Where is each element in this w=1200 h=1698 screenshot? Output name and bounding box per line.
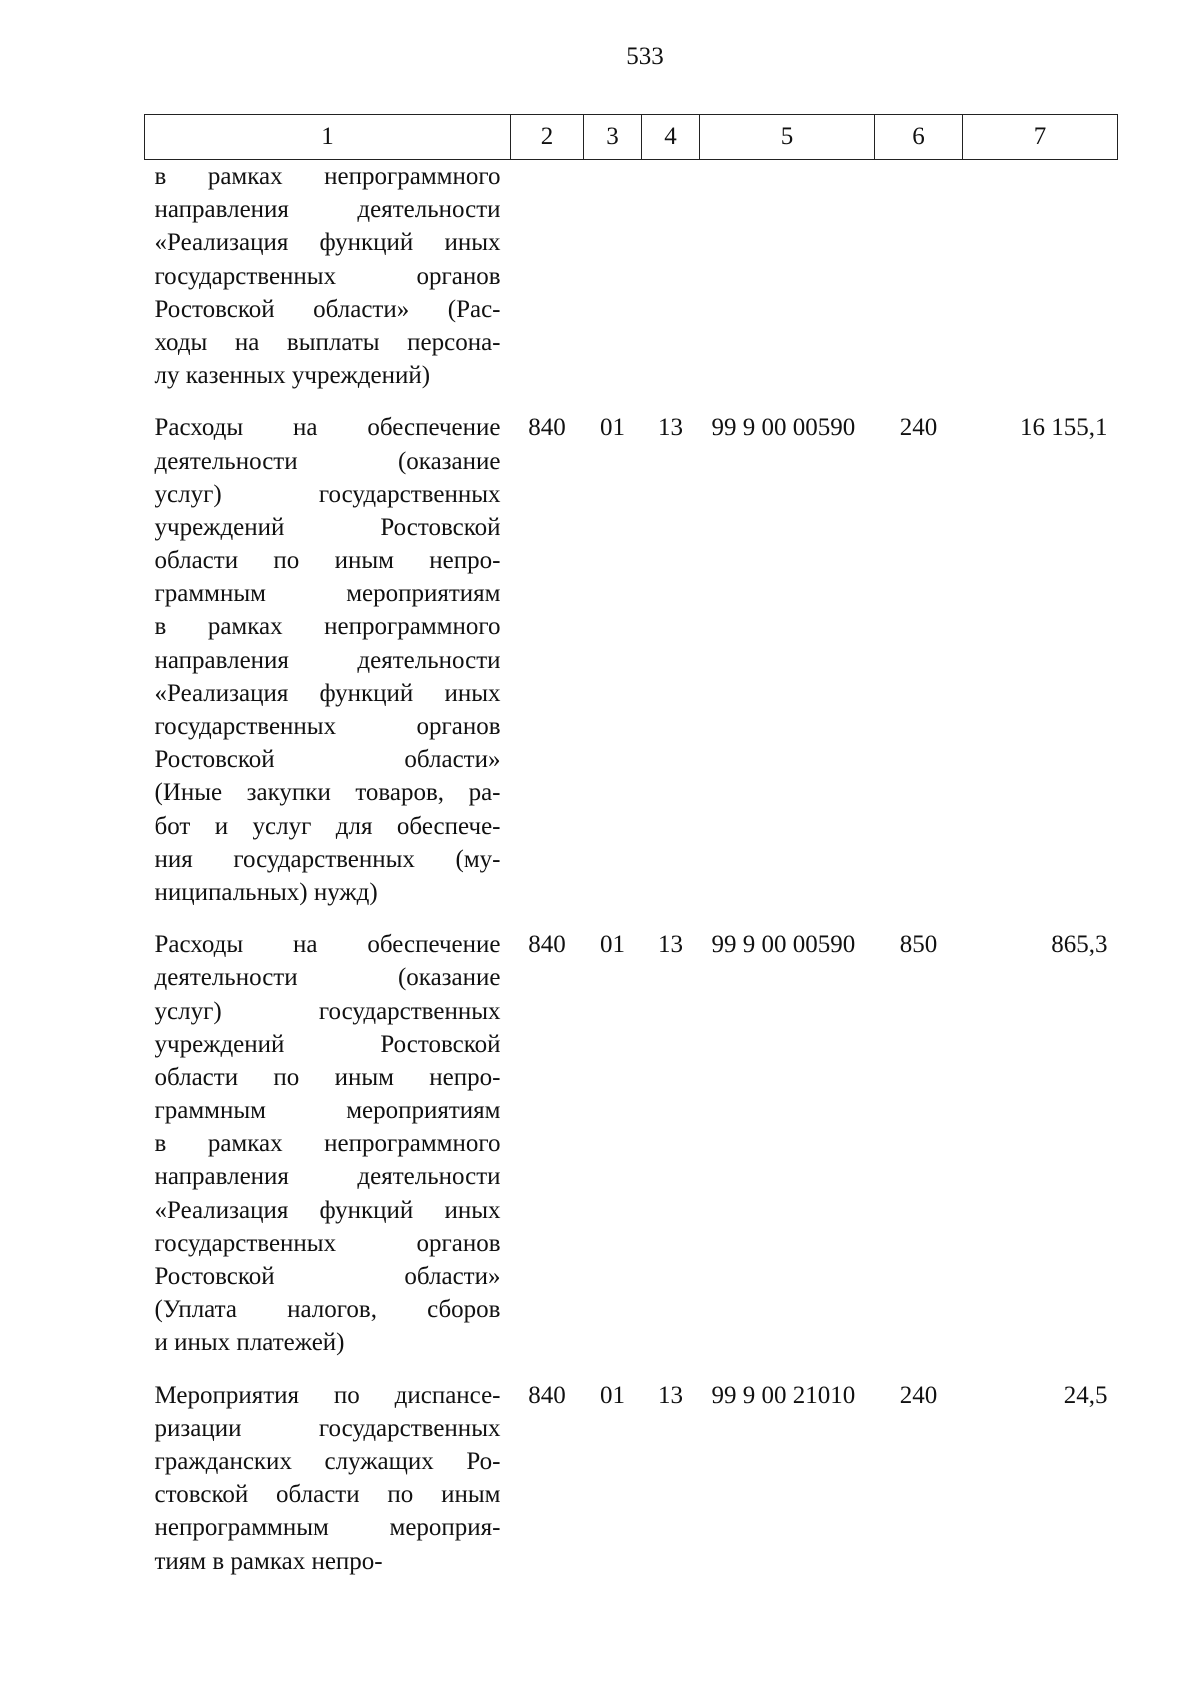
expense-type-code-cell: 850 xyxy=(899,931,938,959)
description-line: в рамках непрограммного xyxy=(154,613,501,641)
description-line: в рамках непрограммного xyxy=(154,1130,501,1158)
description-line: «Реализация функций иных xyxy=(154,1196,501,1224)
column-number-header: 6 xyxy=(875,115,963,160)
description-line: деятельности (оказание xyxy=(154,447,501,475)
expense-type-code-cell: 240 xyxy=(899,1381,938,1409)
expense-type-code-cell xyxy=(875,160,963,393)
description-line: лу казенных учреждений) xyxy=(154,362,431,390)
description-line: Расходы на обеспечение xyxy=(154,931,501,959)
column-number-header: 5 xyxy=(700,115,875,160)
description-line: гражданских служащих Ро- xyxy=(154,1447,501,1475)
description-line: граммным мероприятиям xyxy=(154,580,501,608)
department-code-cell: 840 xyxy=(528,414,566,442)
description-line: области по иным непро- xyxy=(154,547,501,575)
row-spacer-cell xyxy=(145,1360,1118,1379)
description-line: (Иные закупки товаров, ра- xyxy=(154,779,501,807)
description-line: стовской области по иным xyxy=(154,1481,501,1509)
description-line: учреждений Ростовской xyxy=(154,1030,501,1058)
description-line: государственных органов xyxy=(154,262,501,290)
section-code-cell: 01 xyxy=(600,1381,625,1409)
description-line: «Реализация функций иных xyxy=(154,229,501,257)
expense-type-code-cell: 240 xyxy=(899,414,938,442)
section-code-cell: 01 xyxy=(600,931,625,959)
table-row xyxy=(145,160,1118,393)
description-line: государственных органов xyxy=(154,713,501,740)
row-spacer xyxy=(145,1360,1118,1379)
description-line: области по иным непро- xyxy=(154,1063,501,1091)
description-line: деятельности (оказание xyxy=(154,964,501,992)
description-line: ниципальных) нужд) xyxy=(154,878,378,906)
description-line: услуг) государственных xyxy=(154,997,501,1025)
description-line: тиям в рамках непро- xyxy=(154,1547,383,1575)
table-row xyxy=(145,928,1118,1359)
description-line: направления деятельности xyxy=(154,1163,501,1191)
section-code-cell: 01 xyxy=(600,414,625,442)
column-number-header: 7 xyxy=(963,115,1118,160)
description-line: в рамках непрограммного xyxy=(154,163,501,190)
target-article-code-cell: 99 9 00 00590 xyxy=(711,931,856,959)
description-line: Ростовской области» xyxy=(154,1263,501,1290)
budget-table xyxy=(144,114,1118,1578)
amount-cell xyxy=(963,160,1118,393)
subsection-code-cell: 13 xyxy=(658,414,683,442)
row-spacer-cell xyxy=(145,392,1118,411)
row-spacer xyxy=(145,392,1118,411)
description-line: «Реализация функций иных xyxy=(154,679,501,707)
description-line: Ростовской области» (Рас- xyxy=(154,295,501,323)
amount-cell: 865,3 xyxy=(1051,931,1108,959)
target-article-code-cell xyxy=(700,160,875,393)
column-number-header-row xyxy=(145,115,1118,160)
target-article-code-cell: 99 9 00 00590 xyxy=(711,414,856,442)
description-line: и иных платежей) xyxy=(154,1329,345,1357)
description-line: ния государственных (му- xyxy=(154,845,501,873)
column-number-header: 2 xyxy=(511,115,584,160)
description-line: Расходы на обеспечение xyxy=(154,414,501,442)
description-cell xyxy=(145,411,511,909)
table-row xyxy=(145,411,1118,909)
subsection-code-cell xyxy=(642,160,700,393)
description-line: направления деятельности xyxy=(154,196,501,224)
subsection-code-cell: 13 xyxy=(658,931,683,959)
description-line: Ростовской области» xyxy=(154,746,501,774)
description-line: (Уплата налогов, сборов xyxy=(154,1296,501,1324)
description-cell xyxy=(145,160,511,393)
page-number: 533 xyxy=(626,43,664,70)
row-spacer xyxy=(145,909,1118,928)
table-row xyxy=(145,1379,1118,1578)
description-line: государственных органов xyxy=(154,1229,501,1257)
column-number-header: 4 xyxy=(642,115,700,160)
department-code-cell: 840 xyxy=(528,931,566,959)
department-code-cell: 840 xyxy=(528,1381,566,1409)
column-number-header: 1 xyxy=(145,115,511,160)
department-code-cell xyxy=(511,160,584,393)
amount-cell: 24,5 xyxy=(1063,1381,1108,1409)
subsection-code-cell: 13 xyxy=(658,1381,683,1409)
description-line: учреждений Ростовской xyxy=(154,513,501,541)
target-article-code-cell: 99 9 00 21010 xyxy=(711,1381,856,1409)
description-line: граммным мероприятиям xyxy=(154,1097,501,1125)
description-line: услуг) государственных xyxy=(154,480,501,508)
description-cell xyxy=(145,928,511,1359)
description-line: ходы на выплаты персона- xyxy=(154,328,501,356)
amount-cell: 16 155,1 xyxy=(1020,414,1108,442)
description-cell xyxy=(145,1379,511,1578)
description-line: бот и услуг для обеспече- xyxy=(154,812,501,840)
description-line: направления деятельности xyxy=(154,646,501,674)
section-code-cell xyxy=(584,160,642,393)
description-line: ризации государственных xyxy=(154,1414,501,1442)
column-number-header: 3 xyxy=(584,115,642,160)
description-line: Мероприятия по диспансе- xyxy=(154,1381,501,1409)
row-spacer-cell xyxy=(145,909,1118,928)
description-line: непрограммным мероприя- xyxy=(154,1514,501,1542)
